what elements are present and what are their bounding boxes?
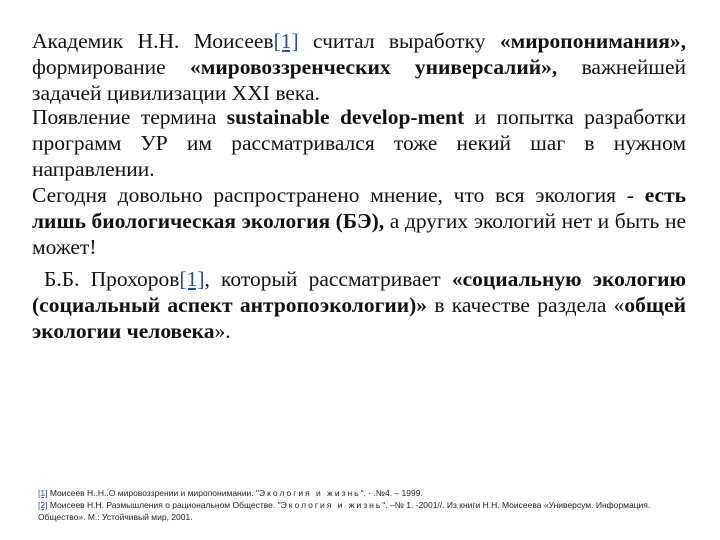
journal-title: Экология и жизнь bbox=[280, 500, 383, 510]
bold-text: «миропонимания», bbox=[499, 29, 686, 53]
footnote-text: Моисеев Н.Н. Размышления о рациональном Обществе. " bbox=[47, 500, 281, 510]
text: важнейшей задачей цивилизации XXI века. bbox=[32, 55, 686, 105]
text: формирование bbox=[32, 55, 190, 79]
footnote-anchor-link[interactable]: [2] bbox=[38, 500, 48, 510]
text: Б.Б. Прохоров bbox=[44, 267, 180, 291]
bold-text: общей экологии человека bbox=[32, 293, 686, 343]
footnote-tail: ". - .№4. – 1999. bbox=[360, 488, 423, 498]
bold-text: «социальную экологию (социальный аспект антропоэкологии)» bbox=[32, 267, 686, 317]
bold-text: есть лишь биологическая экология (БЭ), bbox=[32, 183, 686, 233]
paragraph-prokhorov bbox=[32, 266, 686, 344]
text: Появление термина bbox=[32, 105, 227, 129]
footnote-1 bbox=[38, 487, 678, 499]
footnote-anchor-link[interactable]: [1] bbox=[38, 488, 48, 498]
paragraph-sustainable bbox=[32, 104, 686, 182]
text: а других экологий нет и быть не может! bbox=[32, 209, 686, 259]
footnote-2 bbox=[38, 499, 678, 523]
text: считал выработку bbox=[298, 29, 500, 53]
journal-title: Экология и жизнь bbox=[258, 488, 361, 498]
text: и попытка разработки программ УР им рассматривался тоже некий шаг в нужном направлении. bbox=[32, 105, 686, 181]
footnote-text: Моисеев Н..Н..О мировоззрении и миропонимании. " bbox=[47, 488, 259, 498]
bold-text: sustainable develop-ment bbox=[226, 105, 465, 129]
footnote-ref-link[interactable]: [1] bbox=[273, 29, 299, 53]
bold-text: «мировоззренческих универсалий», bbox=[190, 55, 582, 79]
text: в качестве раздела « bbox=[427, 293, 625, 317]
text: Сегодня довольно распространено мнение, что вся экология - bbox=[32, 183, 645, 207]
paragraph-ecology bbox=[32, 182, 686, 260]
text: Академик Н.Н. Моисеев bbox=[32, 29, 274, 53]
text: ». bbox=[214, 319, 231, 343]
paragraph-moiseev bbox=[32, 28, 686, 106]
footnote-ref-link[interactable]: [1] bbox=[179, 267, 205, 291]
footnote-tail: ". –№ 1. -2001//. Из книги Н.Н. Моисеева «Универсум. Информация. Общество». М.: Устойчивый мир, 2001. bbox=[38, 500, 651, 522]
text: , который рассматривает bbox=[204, 267, 452, 291]
footnotes bbox=[38, 487, 678, 523]
